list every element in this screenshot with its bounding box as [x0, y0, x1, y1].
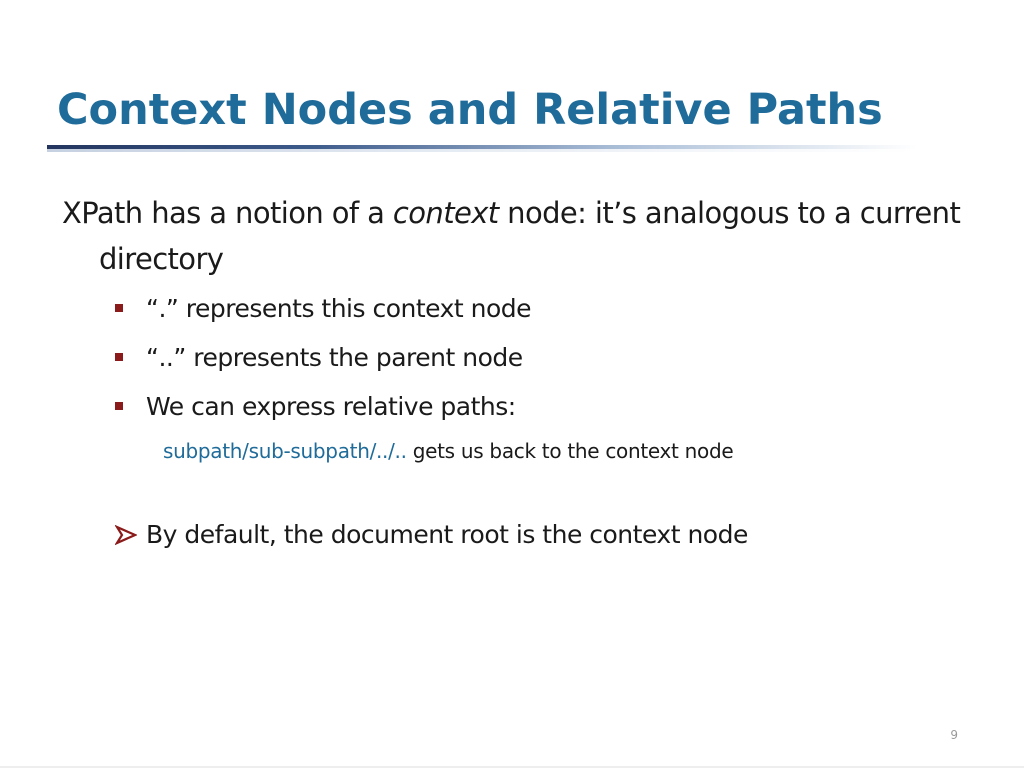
list-item	[146, 284, 962, 333]
path-example-description: gets us back to the context node	[406, 439, 734, 463]
bullet-text: “..” represents the parent node	[146, 343, 523, 372]
square-bullet-icon	[115, 304, 123, 312]
square-bullet-icon	[115, 402, 123, 410]
intro-text-start: XPath has a notion of a	[62, 196, 393, 230]
list-item	[146, 333, 962, 382]
bullet-list	[62, 284, 962, 431]
intro-paragraph	[62, 190, 962, 282]
arrow-point-text: By default, the document root is the context node	[146, 520, 748, 549]
path-example	[163, 431, 962, 471]
intro-text-italic: context	[392, 196, 499, 230]
arrow-bullet-icon	[115, 524, 137, 546]
arrow-point	[146, 515, 962, 555]
bullet-text: We can express relative paths:	[146, 392, 516, 421]
slide-body	[62, 190, 962, 555]
page-number: 9	[950, 728, 958, 742]
intro-text-end: node: it’s analogous to a current directory	[99, 196, 961, 276]
path-example-code: subpath/sub-subpath/../..	[163, 439, 407, 463]
title-underline-shadow	[47, 149, 917, 152]
bullet-text: “.” represents this context node	[146, 294, 532, 323]
slide-title: Context Nodes and Relative Paths	[57, 85, 883, 135]
list-item	[146, 382, 962, 431]
square-bullet-icon	[115, 353, 123, 361]
